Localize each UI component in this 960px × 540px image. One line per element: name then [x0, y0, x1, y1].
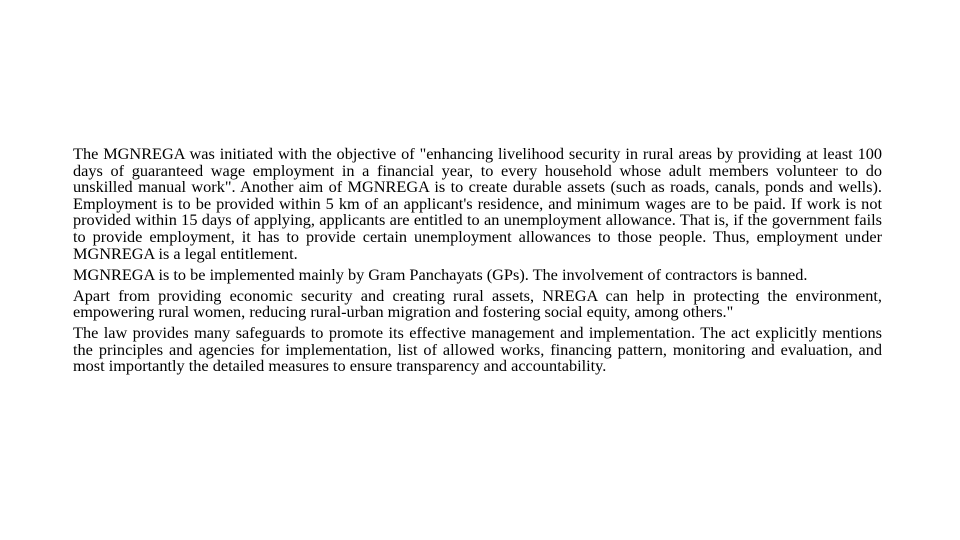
paragraph-implementation: MGNREGA is to be implemented mainly by Gram Panchayats (GPs). The involvement of contractors is banned. [73, 264, 808, 284]
text-body [73, 146, 882, 379]
paragraph-benefits: Apart from providing economic security and creating rural assets, NREGA can help in protecting the environment, empowering rural women, reducing rural-urban migration and fostering social equity, among others." [73, 285, 882, 322]
paragraph-objective: The MGNREGA was initiated with the objective of "enhancing livelihood security in rural areas by providing at least 100 days of guaranteed wage employment in a financial year, to every household whose adult members volunteer to do unskilled manual work". Another aim of MGNREGA is to create durable assets (such as roads, canals, ponds and wells). Employment is to be provided within 5 km of an applicant's residence, and minimum wages are to be paid. If work is not provided within 15 days of applying, applicants are entitled to an unemployment allowance. That is, if the government fails to provide employment, it has to provide certain unemployment allowances to those people. Thus, employment under MGNREGA is a legal entitlement. [73, 144, 882, 263]
paragraph-safeguards: The law provides many safeguards to promote its effective management and implementation. The act explicitly mentions the principles and agencies for implementation, list of allowed works, financing pattern, monitoring and evaluation, and most importantly the detailed measures to ensure transparency and accountability. [73, 323, 882, 376]
